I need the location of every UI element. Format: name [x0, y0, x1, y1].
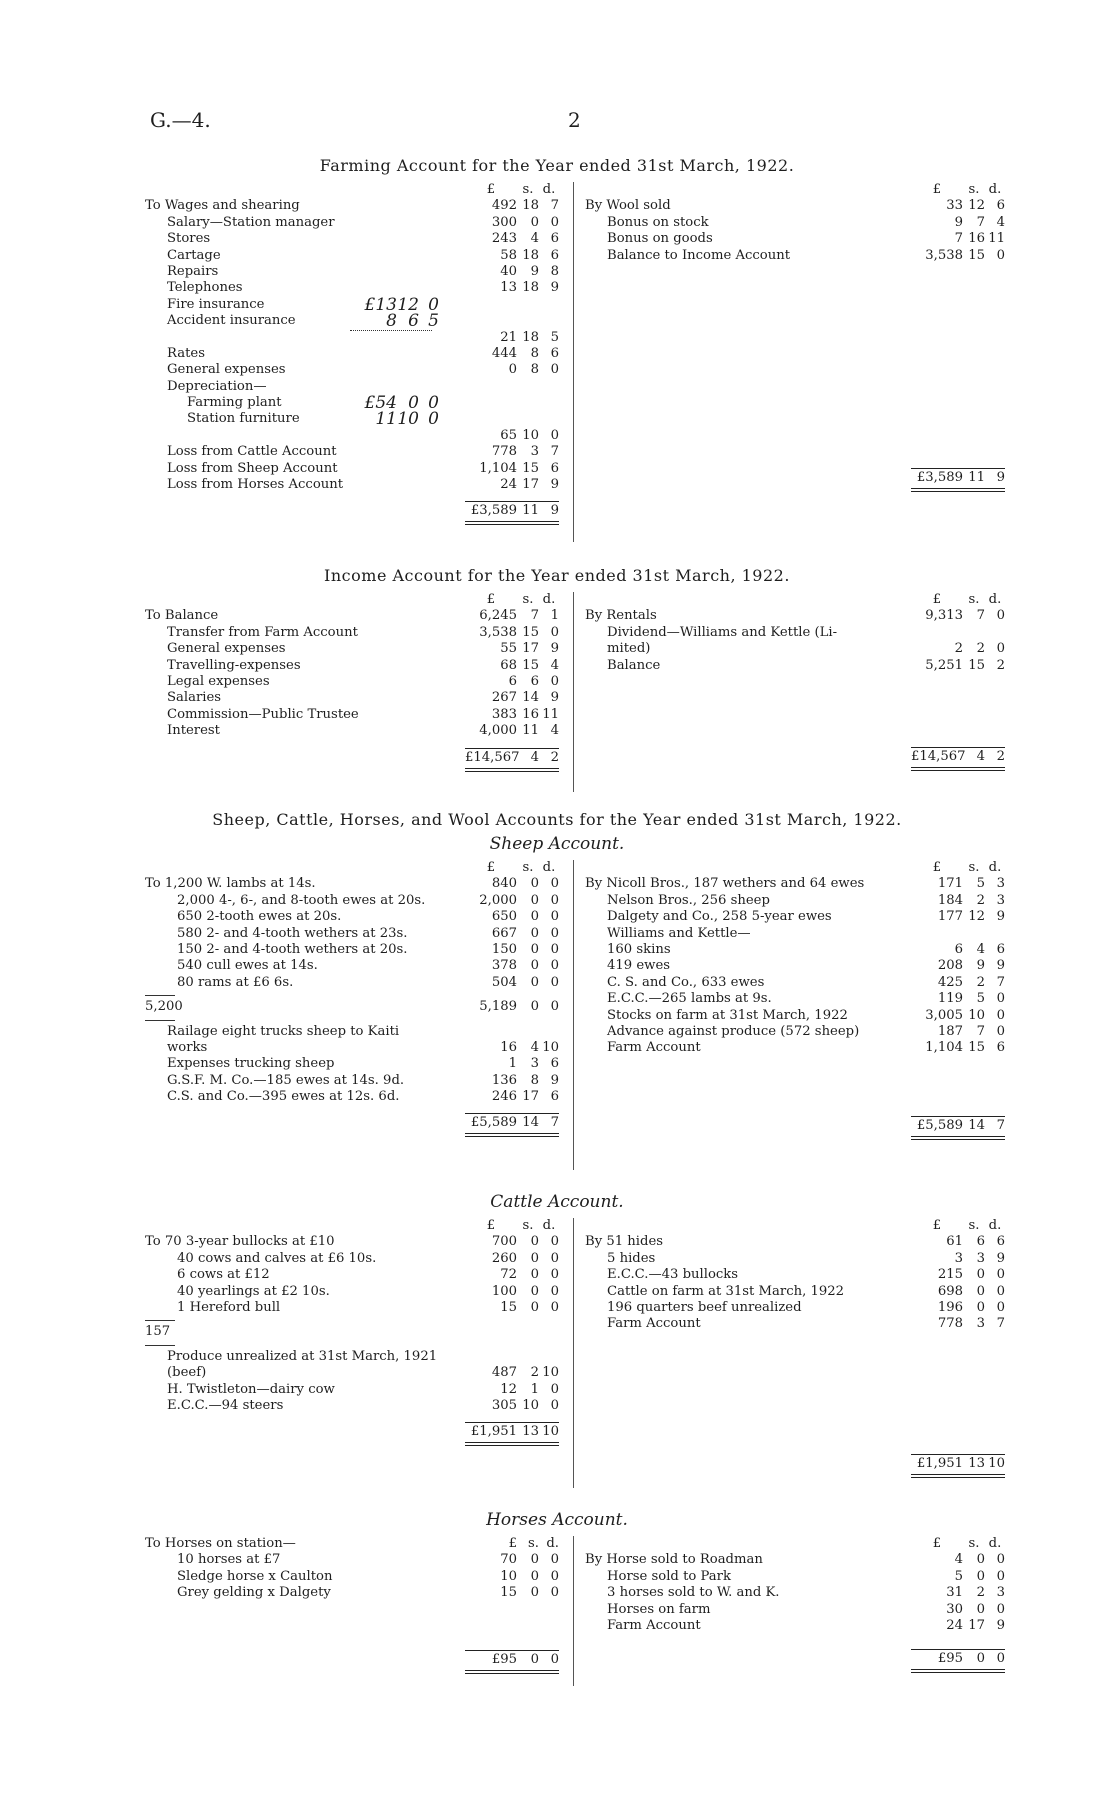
sheep-head-total-row: 5,200 5,189 0 0	[145, 999, 559, 1015]
ledger-row	[585, 942, 1015, 958]
ledger-entry-amount: 5,251 15 2	[925, 657, 1005, 673]
ledger-entry-label: 580 2- and 4-tooth wethers at 23s.	[177, 925, 408, 941]
document-reference: G.—4.	[150, 108, 211, 132]
ledger-row	[145, 1040, 565, 1056]
income-debits	[145, 608, 565, 739]
ledger-entry-amount: 425 2 7	[937, 974, 1005, 990]
sheep-account-ledger	[145, 860, 1015, 1170]
column-header: £ s. d.	[932, 182, 1002, 197]
ledger-entry-label: Fire insurance	[167, 296, 265, 312]
ledger-row	[145, 942, 565, 958]
ledger-row	[585, 975, 1015, 991]
ledger-row	[145, 280, 565, 296]
ledger-row	[145, 1552, 565, 1568]
ledger-row	[585, 1602, 1015, 1618]
column-header: £ s. d.	[932, 1536, 1002, 1551]
ledger-entry-amount: 778 3 7	[491, 444, 559, 460]
ledger-entry-amount: 72 0 0	[500, 1267, 559, 1283]
ledger-entry-label: Station furniture	[187, 411, 300, 427]
ledger-entry-amount: 260 0 0	[491, 1250, 559, 1266]
ledger-entry-label: Interest	[167, 723, 220, 739]
ledger-entry-label: To 70 3-year bullocks at £10	[145, 1234, 335, 1250]
ledger-row	[145, 294, 565, 315]
income-account-title: Income Account for the Year ended 31st March, 1922.	[324, 566, 790, 585]
ledger-entry-amount: £13 12 0	[364, 294, 439, 315]
ledger-entry-amount: 6 6 0	[508, 673, 559, 689]
ledger-entry-label: To Wages and shearing	[145, 198, 300, 214]
ledger-entry-amount: 24 17 9	[946, 1617, 1005, 1633]
ledger-entry-amount: 150 0 0	[491, 941, 559, 957]
depreciation-subtotal-row: 65 10 0	[500, 427, 559, 443]
ledger-entry-amount: 177 12 9	[937, 909, 1005, 925]
ledger-row	[145, 909, 565, 925]
ledger-entry-label: Accident insurance	[167, 313, 296, 329]
cattle-credit-side	[585, 1218, 1015, 1472]
cattle-debits-2	[145, 1349, 565, 1415]
ledger-row	[145, 1089, 565, 1105]
ledger-row	[145, 1056, 565, 1072]
ledger-row	[145, 393, 565, 414]
sheep-debit-total: £5,589 14 7	[145, 1115, 565, 1131]
ledger-entry-label: Advance against produce (572 sheep)	[607, 1023, 860, 1039]
ledger-row	[145, 975, 565, 991]
sheep-debits-2	[145, 1024, 565, 1106]
ledger-entry-label: Expenses trucking sheep	[167, 1056, 335, 1072]
sheep-account-subtitle: Sheep Account.	[489, 834, 625, 854]
ledger-row	[585, 1618, 1015, 1634]
cattle-credit-total: £1,951 13 10	[585, 1456, 1015, 1472]
ledger-entry-label: 196 quarters beef unrealized	[607, 1299, 802, 1315]
ledger-divider	[573, 860, 574, 1170]
sheep-credits	[585, 876, 1015, 1056]
ledger-row	[145, 1349, 565, 1365]
cattle-debit-total: £1,951 13 10	[145, 1424, 565, 1440]
horses-debit-heading: To Horses on station— £ s. d.	[145, 1536, 559, 1551]
ledger-entry-label: By Wool sold	[585, 198, 671, 214]
ledger-entry-amount: 33 12 6	[946, 198, 1005, 214]
column-header: £ s. d.	[486, 1218, 556, 1233]
horses-debit-total: £95 0 0	[145, 1652, 565, 1668]
ledger-entry-label: Balance	[607, 657, 661, 673]
ledger-entry-label: Farm Account	[607, 1617, 701, 1633]
horses-debits	[145, 1552, 565, 1601]
ledger-entry-amount: 1 3 6	[508, 1056, 559, 1072]
ledger-entry-label: Nelson Bros., 256 sheep	[607, 892, 770, 908]
horses-credit-total: £95 0 0	[585, 1651, 1015, 1667]
ledger-entry-label: Rates	[167, 345, 205, 361]
ledger-entry-amount: 6,245 7 1	[479, 608, 559, 624]
income-credit-total: £14,567 4 2	[585, 749, 1015, 765]
ledger-entry-label: To 1,200 W. lambs at 14s.	[145, 876, 316, 892]
ledger-row	[145, 248, 565, 264]
ledger-entry-label: Loss from Sheep Account	[167, 460, 338, 476]
ledger-entry-label: Stores	[167, 231, 211, 247]
ledger-entry-label: 3 horses sold to W. and K.	[607, 1585, 780, 1601]
ledger-entry-amount: 444 8 6	[491, 345, 559, 361]
farming-depreciation	[145, 395, 565, 428]
ledger-entry-amount: 12 1 0	[500, 1381, 559, 1397]
ledger-row	[585, 215, 1015, 231]
horses-debit-side	[145, 1536, 565, 1668]
ledger-entry-amount: 187 7 0	[937, 1023, 1005, 1039]
ledger-row	[145, 409, 565, 430]
cattle-credits	[585, 1234, 1015, 1332]
ledger-entry-amount: 4,000 11 4	[479, 723, 559, 739]
sheep-debit-side	[145, 860, 565, 1132]
ledger-entry-amount: 267 14 9	[491, 690, 559, 706]
ledger-row	[585, 909, 1015, 925]
ledger-row	[585, 1569, 1015, 1585]
farming-debits-2	[145, 346, 565, 379]
ledger-entry-label: Farm Account	[607, 1316, 701, 1332]
ledger-entry-amount: 40 9 8	[500, 263, 559, 279]
ledger-row	[145, 461, 565, 477]
income-debit-total: £14,567 4 2	[145, 750, 565, 766]
ledger-entry-amount: 305 10 0	[491, 1397, 559, 1413]
ledger-entry-label: Farm Account	[607, 1040, 701, 1056]
ledger-row	[145, 1382, 565, 1398]
ledger-entry-label: By 51 hides	[585, 1234, 664, 1250]
ledger-divider	[573, 1536, 574, 1686]
ledger-entry-label: Repairs	[167, 263, 219, 279]
ledger-row	[145, 707, 565, 723]
ledger-entry-label: (beef)	[167, 1365, 207, 1381]
ledger-entry-label: 2,000 4-, 6-, and 8-tooth ewes at 20s.	[177, 892, 426, 908]
ledger-entry-amount: 136 8 9	[491, 1072, 559, 1088]
ledger-row	[145, 958, 565, 974]
ledger-row	[585, 658, 1015, 674]
ledger-entry-amount: 650 0 0	[491, 909, 559, 925]
insurance-subtotal-row: 21 18 5	[145, 330, 565, 346]
ledger-row	[585, 1300, 1015, 1316]
ledger-row	[585, 198, 1015, 214]
ledger-entry-amount: 487 2 10	[491, 1365, 559, 1381]
ledger-entry-label: By Rentals	[585, 608, 657, 624]
farming-insurance	[145, 294, 565, 332]
ledger-row	[145, 1267, 565, 1283]
farming-credit-total: £3,589 11 9	[585, 470, 1015, 486]
ledger-row	[145, 876, 565, 892]
ledger-row	[585, 1040, 1015, 1056]
ledger-row	[145, 1300, 565, 1316]
ledger-entry-label: Travelling-expenses	[167, 657, 301, 673]
column-header: £ s. d.	[932, 1218, 1002, 1233]
ledger-entry-amount: 300 0 0	[491, 214, 559, 230]
ledger-entry-label: 650 2-tooth ewes at 20s.	[177, 909, 342, 925]
ledger-entry-label: General expenses	[167, 362, 286, 378]
ledger-entry-amount: 100 0 0	[491, 1283, 559, 1299]
horses-account-ledger	[145, 1536, 1015, 1686]
ledger-row	[585, 1267, 1015, 1283]
ledger-row	[145, 625, 565, 641]
cattle-account-subtitle: Cattle Account.	[490, 1192, 624, 1212]
ledger-entry-amount: 61 6 6	[946, 1234, 1005, 1250]
ledger-row	[585, 1284, 1015, 1300]
ledger-entry-label: G.S.F. M. Co.—185 ewes at 14s. 9d.	[167, 1072, 405, 1088]
cattle-account-ledger	[145, 1218, 1015, 1488]
ledger-divider	[573, 592, 574, 792]
ledger-entry-amount: 700 0 0	[491, 1234, 559, 1250]
horses-credits	[585, 1552, 1015, 1634]
ledger-entry-amount: 196 0 0	[937, 1299, 1005, 1315]
ledger-entry-label: To Balance	[145, 608, 219, 624]
ledger-entry-label: Cartage	[167, 247, 221, 263]
stock-accounts-title: Sheep, Cattle, Horses, and Wool Accounts for the Year ended 31st March, 1922.	[212, 810, 902, 829]
ledger-entry-label: 5 hides	[607, 1250, 656, 1266]
ledger-entry-label: Dalgety and Co., 258 5-year ewes	[607, 909, 832, 925]
ledger-entry-label: Balance to Income Account	[607, 247, 790, 263]
farming-credit-side	[585, 182, 1015, 486]
ledger-row	[585, 231, 1015, 247]
ledger-entry-amount: 16 4 10	[500, 1039, 559, 1055]
ledger-row	[145, 690, 565, 706]
ledger-entry-label: Legal expenses	[167, 673, 270, 689]
ledger-entry-label: Horses on farm	[607, 1601, 711, 1617]
ledger-row	[585, 1552, 1015, 1568]
ledger-entry-amount: 208 9 9	[937, 958, 1005, 974]
ledger-entry-label: Stocks on farm at 31st March, 1922	[607, 1007, 848, 1023]
column-header: £ s. d.	[486, 860, 556, 875]
ledger-entry-label: Commission—Public Trustee	[167, 706, 359, 722]
ledger-entry-label: mited)	[607, 641, 651, 657]
ledger-row	[585, 1008, 1015, 1024]
farming-credits	[585, 198, 1015, 264]
income-debit-side	[145, 592, 565, 766]
page-number: 2	[568, 108, 581, 132]
ledger-entry-amount: 383 16 11	[491, 706, 559, 722]
ledger-entry-label: 160 skins	[607, 941, 671, 957]
ledger-entry-amount: 13 18 9	[500, 280, 559, 296]
ledger-entry-label: General expenses	[167, 641, 286, 657]
farming-debits	[145, 198, 565, 296]
ledger-entry-label: 540 cull ewes at 14s.	[177, 958, 318, 974]
ledger-entry-amount: 1,104 15 6	[479, 460, 559, 476]
ledger-entry-label: Bonus on stock	[607, 214, 709, 230]
ledger-row	[145, 311, 565, 332]
ledger-row	[145, 1398, 565, 1414]
ledger-row	[145, 264, 565, 280]
sheep-debits	[145, 876, 565, 991]
horses-credit-side	[585, 1536, 1015, 1668]
ledger-row	[145, 346, 565, 362]
ledger-row	[145, 1569, 565, 1585]
ledger-entry-amount: 30 0 0	[946, 1601, 1005, 1617]
column-header: £ s. d.	[486, 592, 556, 607]
ledger-entry-label: C. S. and Co., 633 ewes	[607, 974, 765, 990]
ledger-entry-label: Produce unrealized at 31st March, 1921	[167, 1348, 438, 1364]
ledger-row	[585, 1234, 1015, 1250]
ledger-entry-amount: 2 2 0	[954, 641, 1005, 657]
ledger-row	[145, 444, 565, 460]
ledger-entry-amount: 10 0 0	[500, 1568, 559, 1584]
ledger-entry-amount: 6 4 6	[954, 941, 1005, 957]
ledger-entry-amount: 3,538 15 0	[925, 247, 1005, 263]
ledger-row	[145, 658, 565, 674]
ledger-entry-label: 10 horses at £7	[177, 1552, 281, 1568]
ledger-row	[145, 608, 565, 624]
ledger-row	[145, 231, 565, 247]
ledger-entry-amount: 243 4 6	[491, 231, 559, 247]
ledger-row	[585, 1251, 1015, 1267]
ledger-entry-label: Farming plant	[187, 395, 282, 411]
ledger-row	[585, 641, 1015, 657]
horses-account-subtitle: Horses Account.	[486, 1510, 628, 1530]
ledger-row	[145, 1365, 565, 1381]
ledger-row	[145, 1024, 565, 1040]
column-header: £ s. d.	[932, 592, 1002, 607]
ledger-entry-amount: 246 17 6	[491, 1089, 559, 1105]
ledger-entry-label: E.C.C.—94 steers	[167, 1397, 284, 1413]
ledger-entry-amount: 68 15 4	[500, 657, 559, 673]
ledger-row	[145, 893, 565, 909]
ledger-entry-amount: 70 0 0	[500, 1552, 559, 1568]
ledger-row	[585, 926, 1015, 942]
ledger-entry-amount: 1,104 15 6	[925, 1040, 1005, 1056]
ledger-row	[145, 215, 565, 231]
ledger-row	[145, 641, 565, 657]
ledger-entry-amount: 5 0 0	[954, 1568, 1005, 1584]
ledger-entry-amount: 504 0 0	[491, 974, 559, 990]
ledger-row	[145, 674, 565, 690]
farming-account-title: Farming Account for the Year ended 31st March, 1922.	[319, 156, 795, 175]
ledger-entry-amount: 31 2 3	[946, 1585, 1005, 1601]
ledger-entry-amount: 15 0 0	[500, 1299, 559, 1315]
ledger-entry-amount: 15 0 0	[500, 1585, 559, 1601]
ledger-entry-label: Transfer from Farm Account	[167, 624, 358, 640]
ledger-row	[585, 991, 1015, 1007]
ledger-entry-label: Loss from Horses Account	[167, 477, 344, 493]
ledger-entry-amount: 24 17 9	[500, 477, 559, 493]
depreciation-heading: Depreciation—	[167, 378, 267, 394]
ledger-entry-amount: 7 16 11	[954, 231, 1005, 247]
ledger-entry-amount: 0 8 0	[508, 362, 559, 378]
ledger-entry-label: Sledge horse x Caulton	[177, 1568, 333, 1584]
ledger-entry-label: E.C.C.—265 lambs at 9s.	[607, 991, 772, 1007]
ledger-entry-label: H. Twistleton—dairy cow	[167, 1381, 335, 1397]
ledger-entry-amount: 492 18 7	[491, 198, 559, 214]
ledger-entry-label: Railage eight trucks sheep to Kaiti	[167, 1023, 400, 1039]
cattle-debits	[145, 1234, 565, 1316]
ledger-entry-label: E.C.C.—43 bullocks	[607, 1267, 739, 1283]
ledger-entry-amount: 667 0 0	[491, 925, 559, 941]
ledger-entry-amount: 184 2 3	[937, 892, 1005, 908]
ledger-entry-amount: 11 10 0	[375, 409, 439, 430]
ledger-entry-label: Salaries	[167, 690, 222, 706]
ledger-entry-label: works	[167, 1039, 208, 1055]
cattle-head-total-row: 157	[145, 1324, 171, 1340]
ledger-entry-amount: 9 7 4	[954, 214, 1005, 230]
ledger-entry-label: 6 cows at £12	[177, 1267, 270, 1283]
ledger-entry-label: Cattle on farm at 31st March, 1922	[607, 1283, 845, 1299]
ledger-entry-amount: 698 0 0	[937, 1283, 1005, 1299]
sheep-credit-side	[585, 860, 1015, 1134]
ledger-entry-label: Salary—Station manager	[167, 214, 335, 230]
farming-debit-side	[145, 182, 565, 520]
ledger-entry-label: 40 yearlings at £2 10s.	[177, 1283, 330, 1299]
ledger-row	[145, 362, 565, 378]
ledger-row	[145, 1073, 565, 1089]
ledger-row	[585, 958, 1015, 974]
ledger-row	[585, 248, 1015, 264]
ledger-row	[145, 723, 565, 739]
column-header: £ s. d.	[932, 860, 1002, 875]
ledger-entry-label: 40 cows and calves at £6 10s.	[177, 1250, 377, 1266]
ledger-entry-amount: 778 3 7	[937, 1316, 1005, 1332]
ledger-row	[145, 926, 565, 942]
ledger-row	[585, 1585, 1015, 1601]
farming-account-ledger	[145, 182, 1015, 542]
ledger-row	[585, 608, 1015, 624]
ledger-row	[145, 1234, 565, 1250]
ledger-row	[585, 893, 1015, 909]
ledger-row	[145, 1251, 565, 1267]
ledger-entry-amount: 4 0 0	[954, 1552, 1005, 1568]
ledger-row	[145, 1284, 565, 1300]
ledger-entry-amount: 8 6 5	[386, 311, 439, 332]
ledger-entry-amount: 171 5 3	[937, 876, 1005, 892]
ledger-entry-label: Bonus on goods	[607, 231, 713, 247]
ledger-divider	[573, 182, 574, 542]
ledger-entry-amount: 378 0 0	[491, 958, 559, 974]
ledger-entry-label: Williams and Kettle—	[607, 925, 751, 941]
ledger-entry-amount: 55 17 9	[500, 641, 559, 657]
income-credits	[585, 608, 1015, 674]
ledger-entry-label: 1 Hereford bull	[177, 1299, 281, 1315]
ledger-entry-label: Telephones	[167, 280, 243, 296]
ledger-entry-amount: 119 5 0	[937, 991, 1005, 1007]
ledger-row	[145, 477, 565, 493]
income-account-ledger	[145, 592, 1015, 792]
ledger-entry-label: By Nicoll Bros., 187 wethers and 64 ewes	[585, 876, 865, 892]
income-credit-side	[585, 592, 1015, 765]
ledger-entry-label: C.S. and Co.—395 ewes at 12s. 6d.	[167, 1089, 400, 1105]
ledger-entry-amount: 3,005 10 0	[925, 1007, 1005, 1023]
ledger-row	[145, 198, 565, 214]
ledger-entry-label: Horse sold to Park	[607, 1568, 731, 1584]
ledger-row	[585, 625, 1015, 641]
ledger-row	[585, 1316, 1015, 1332]
column-header: £ s. d.	[486, 182, 556, 197]
ledger-entry-amount: 9,313 7 0	[925, 608, 1005, 624]
ledger-entry-amount: 3 3 9	[954, 1250, 1005, 1266]
ledger-entry-amount: 3,538 15 0	[479, 624, 559, 640]
ledger-entry-label: Loss from Cattle Account	[167, 444, 337, 460]
ledger-entry-label: 150 2- and 4-tooth wethers at 20s.	[177, 941, 408, 957]
ledger-entry-amount: 2,000 0 0	[479, 892, 559, 908]
ledger-entry-amount: £54 0 0	[364, 393, 439, 414]
ledger-entry-label: Grey gelding x Dalgety	[177, 1585, 331, 1601]
farming-debits-3	[145, 444, 565, 493]
farming-debit-total: £3,589 11 9	[145, 503, 565, 519]
ledger-entry-amount: 215 0 0	[937, 1267, 1005, 1283]
ledger-entry-amount: 58 18 6	[500, 247, 559, 263]
sheep-credit-total: £5,589 14 7	[585, 1118, 1015, 1134]
ledger-row	[585, 876, 1015, 892]
ledger-entry-label: 80 rams at £6 6s.	[177, 974, 294, 990]
ledger-divider	[573, 1218, 574, 1488]
cattle-debit-side	[145, 1218, 565, 1441]
ledger-entry-label: By Horse sold to Roadman	[585, 1552, 763, 1568]
ledger-entry-label: Dividend—Williams and Kettle (Li-	[607, 624, 838, 640]
ledger-entry-amount: 840 0 0	[491, 876, 559, 892]
ledger-entry-label: 419 ewes	[607, 958, 671, 974]
ledger-row	[145, 1585, 565, 1601]
ledger-row	[585, 1024, 1015, 1040]
